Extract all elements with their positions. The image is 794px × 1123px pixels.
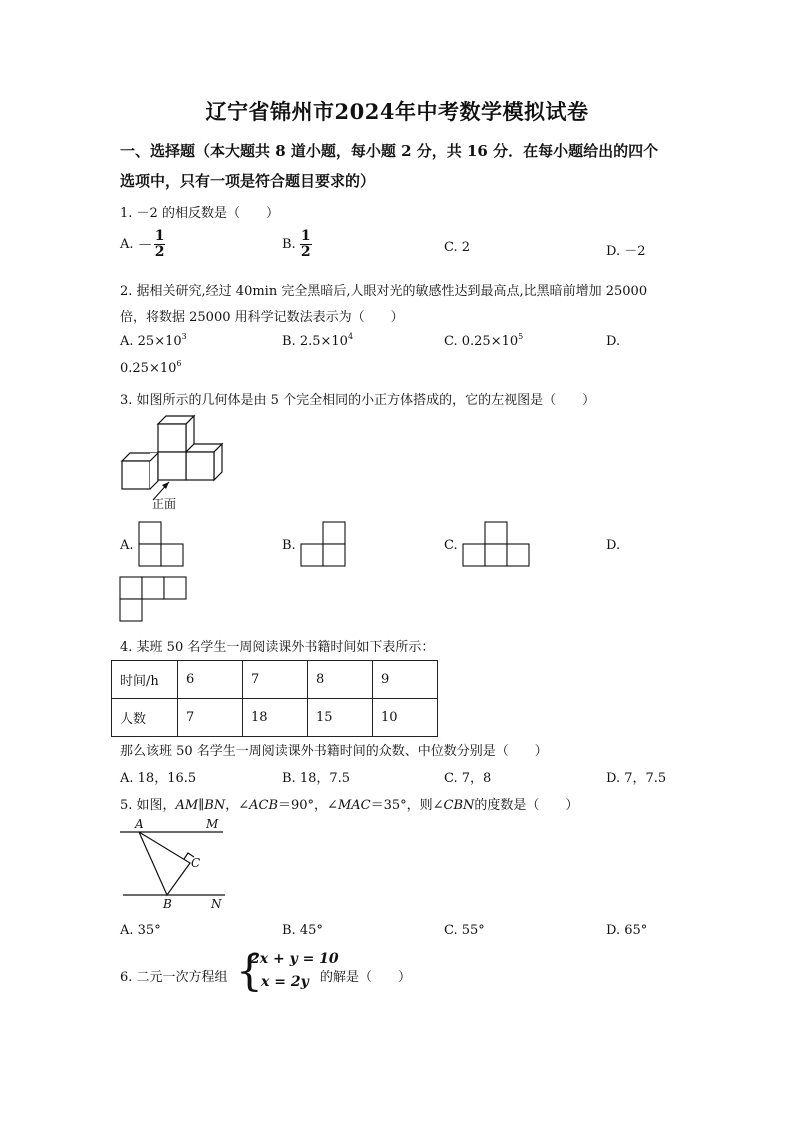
q1-option-a	[120, 229, 165, 260]
q4-option-c: C. 7，8	[444, 771, 492, 786]
front-view-label: 正面	[152, 497, 177, 511]
table-cell: 10	[373, 699, 438, 737]
q4-option-a: A. 18，16.5	[120, 771, 197, 786]
page-title: 辽宁省锦州市2024年中考数学模拟试卷	[205, 99, 589, 124]
q3-option-a-figure	[137, 520, 187, 568]
equation-2: x = 2y	[261, 974, 309, 990]
q2-option-d: D.	[606, 334, 621, 349]
question-2-stem-line2: 倍，将数据 25000 用科学记数法表示为（ ）	[120, 310, 404, 325]
q3-option-b-figure	[299, 520, 349, 568]
q2-option-d-text: 0.25×10	[120, 361, 177, 376]
exponent: 4	[347, 332, 354, 341]
exponent: 5	[518, 332, 524, 341]
equation-1: 2x + y = 10	[250, 951, 339, 967]
q2-option-b-text: B. 2.5×10	[282, 334, 348, 349]
q2-option-c-text: C. 0.25×10	[444, 334, 519, 349]
q1-option-a-fraction	[154, 229, 166, 260]
q2-option-a-text: A. 25×10	[120, 334, 182, 349]
q1-option-b-label: B.	[282, 237, 296, 252]
exponent: 6	[176, 359, 182, 368]
q1-option-c: C. 2	[444, 240, 471, 255]
point-b-label: B	[163, 897, 172, 911]
section-heading-line2: 选项中，只有一项是符合题目要求的）	[120, 172, 376, 190]
q2-option-b	[282, 334, 353, 349]
question-2-stem-line1: 2. 据相关研究,经过 40min 完全黑暗后,人眼对光的敏感性达到最高点,比黑暗前增加 25000	[120, 284, 648, 299]
question-1-stem: 1. －2 的相反数是（ ）	[120, 206, 279, 221]
stem-text: ＝35°，则∠	[370, 798, 444, 813]
table-cell: 8	[308, 661, 373, 699]
stem-var: MAC	[337, 798, 371, 813]
table-row	[112, 699, 438, 737]
brace-icon: {	[236, 946, 263, 995]
q3-option-d-figure	[118, 575, 190, 623]
q3-option-c-figure	[461, 520, 533, 568]
stem-text: 5. 如图，	[120, 798, 176, 813]
table-cell: 15	[308, 699, 373, 737]
q2-option-c	[444, 334, 523, 349]
q5-option-b: B. 45°	[282, 923, 323, 938]
fraction-numerator: 1	[154, 228, 165, 244]
stem-var: ACB	[249, 798, 278, 813]
question-4-ask: 那么该班 50 名学生一周阅读课外书籍时间的众数、中位数分别是（ ）	[120, 744, 548, 759]
stem-var: AM	[175, 798, 199, 813]
exponent: 3	[181, 332, 187, 341]
question-3-stem: 3. 如图所示的几何体是由 5 个完全相同的小正方体搭成的，它的左视图是（ ）	[120, 393, 596, 408]
stem-text: ∥	[198, 798, 205, 813]
q5-option-d: D. 65°	[606, 923, 648, 938]
section-heading-line1: 一、选择题（本大题共 8 道小题，每小题 2 分，共 16 分．在每小题给出的四个	[120, 142, 659, 160]
q4-option-d: D. 7，7.5	[606, 771, 667, 786]
stem-var: CBN	[443, 798, 475, 813]
reading-time-table	[111, 660, 438, 737]
q3-option-c-label: C.	[444, 538, 458, 553]
table-cell: 9	[373, 661, 438, 699]
q1-option-a-sign: －	[137, 236, 153, 254]
table-cell: 18	[243, 699, 308, 737]
q1-option-b-fraction	[300, 229, 312, 260]
q6-equation-system	[236, 946, 339, 995]
table-cell: 7	[243, 661, 308, 699]
point-n-label: N	[211, 897, 222, 911]
table-cell: 6	[178, 661, 243, 699]
table-row	[112, 661, 438, 699]
fraction-numerator: 1	[300, 228, 311, 244]
q3-option-a-label: A.	[120, 538, 134, 553]
q5-option-c: C. 55°	[444, 923, 485, 938]
q1-option-b	[282, 229, 312, 260]
point-c-label: C	[191, 856, 201, 870]
question-6-stem-post: 的解是（ ）	[320, 970, 412, 985]
q5-option-a: A. 35°	[120, 923, 161, 938]
question-6-stem-pre: 6. 二元一次方程组	[120, 970, 228, 985]
question-4-stem: 4. 某班 50 名学生一周阅读课外书籍时间如下表所示：	[120, 640, 435, 655]
table-cell: 时间/h	[112, 661, 178, 699]
q2-option-d-value	[120, 361, 181, 376]
q2-option-a	[120, 334, 187, 349]
question-5-stem	[120, 794, 578, 813]
stem-text: ＝90°，∠	[278, 798, 338, 813]
q1-option-d: D. －2	[606, 244, 646, 259]
fraction-denominator: 2	[300, 244, 311, 260]
stem-text: 的度数是（ ）	[474, 798, 579, 813]
q3-option-b-label: B.	[282, 538, 296, 553]
q1-option-a-label: A.	[120, 237, 134, 252]
q4-option-b: B. 18，7.5	[282, 771, 351, 786]
stem-text: ，∠	[225, 798, 250, 813]
stem-var: BN	[204, 798, 226, 813]
point-m-label: M	[206, 817, 219, 831]
point-a-label: A	[135, 817, 144, 831]
q3-option-d-label: D.	[606, 538, 621, 553]
fraction-denominator: 2	[154, 244, 165, 260]
table-cell: 7	[178, 699, 243, 737]
table-cell: 人数	[112, 699, 178, 737]
